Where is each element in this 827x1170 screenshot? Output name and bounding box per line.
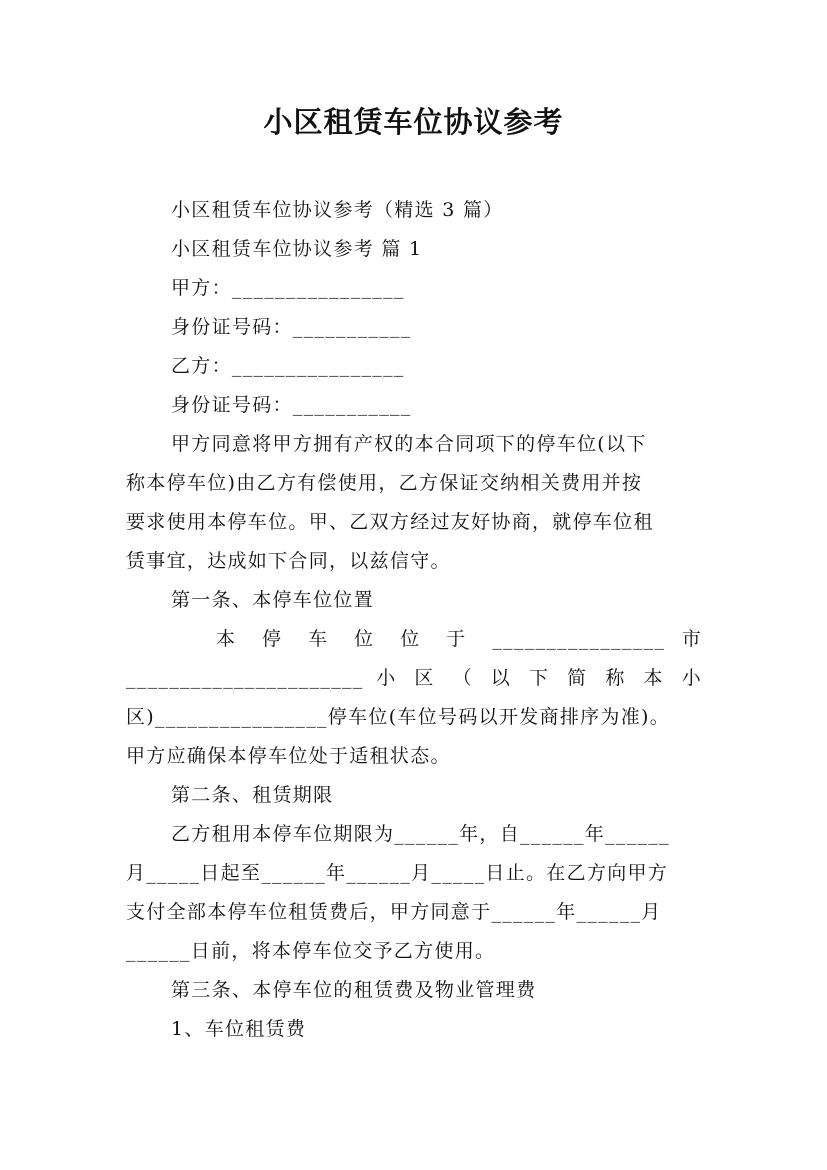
- paragraph-line: 乙方租用本停车位期限为______年，自______年______: [171, 823, 670, 845]
- paragraph-line: ______________________ 小 区 （ 以 下 简 称 本 小: [126, 667, 702, 689]
- paragraph-line: 赁事宜，达成如下合同，以兹信守。: [126, 550, 451, 572]
- party-b-line: 乙方：________________: [171, 355, 405, 377]
- paragraph-line: 甲方应确保本停车位处于适租状态。: [126, 745, 451, 767]
- paragraph-line: 支付全部本停车位租赁费后，甲方同意于______年______月: [126, 901, 662, 923]
- party-a-line: 甲方：________________: [171, 277, 405, 299]
- paragraph-line: 区)________________停车位(车位号码以开发商排序为准)。: [126, 706, 671, 728]
- section-heading-line: 小区租赁车位协议参考 篇 1: [171, 238, 423, 260]
- party-a-id-line: 身份证号码：___________: [171, 316, 412, 338]
- article-heading-2: 第二条、租赁期限: [171, 784, 334, 806]
- article-heading-1: 第一条、本停车位位置: [171, 589, 375, 611]
- paragraph-line: ______日前，将本停车位交予乙方使用。: [126, 940, 496, 962]
- document-title: 小区租赁车位协议参考: [263, 105, 564, 139]
- paragraph-line: 要求使用本停车位。甲、乙双方经过友好协商，就停车位租: [126, 511, 654, 533]
- party-b-id-line: 身份证号码：___________: [171, 394, 412, 416]
- sub-item-heading: 1、车位租赁费: [171, 1018, 307, 1040]
- paragraph-line: 本 停 车 位 位 于 ________________ 市: [216, 628, 702, 650]
- article-heading-3: 第三条、本停车位的租赁费及物业管理费: [171, 979, 537, 1001]
- paragraph-line: 月_____日起至______年______月_____日止。在乙方向甲方: [126, 862, 669, 884]
- paragraph-line: 甲方同意将甲方拥有产权的本合同项下的停车位(以下: [171, 433, 647, 455]
- subtitle-line: 小区租赁车位协议参考（精选 3 篇）: [171, 199, 504, 221]
- paragraph-line: 称本停车位)由乙方有偿使用，乙方保证交纳相关费用并按: [126, 472, 643, 494]
